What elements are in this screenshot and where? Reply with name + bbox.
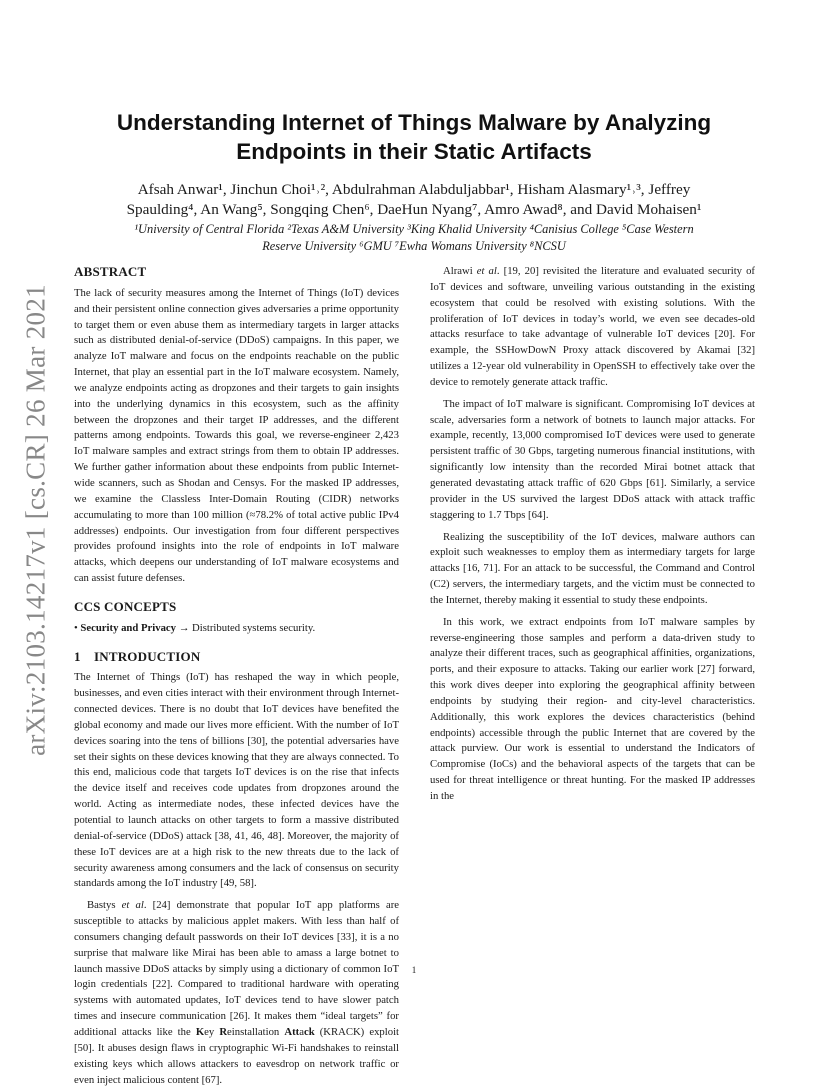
intro-paragraph-6: In this work, we extract endpoints from IoT malware samples by reverse-engineering those samples and perform a data-driven study to analyze their different traces, such as geographical affinities, organizations, ports, and their exposure to attacks. Taking our earlier work [27] forward, this work dives deeper into exploring the geographical affinity between endpoints by studying their region- and city-level characteristics. Additionally, this work explores the devices characteristics (behind endpoints) accessible through the public Internet that are covered by the attack purview. Our work is essential to understand the Indicators of Compromise (IoCs) and the behavioral aspects of the targets that can be used for threat intelligence or threat hunting. For the masked IP addresses in the xyxy=(430,615,755,802)
paper-title xyxy=(74,108,754,166)
intro-heading xyxy=(74,649,399,665)
affiliations-line1: ¹University of Central Florida ²Texas A&M University ³King Khalid University ⁴Canisius College ⁵Case Western xyxy=(134,222,694,236)
abstract-heading: ABSTRACT xyxy=(74,264,147,279)
intro-paragraph-5: Realizing the susceptibility of the IoT devices, malware authors can exploit such weaknesses to employ them as intermediary targets for large attacks [16, 71]. For an attack to be successful, the Command and Control (C2) servers, the intermediary targets, and the victim must be connected to the Internet, thereby making it essential to study these endpoints. xyxy=(430,530,755,606)
arrow-icon: → xyxy=(178,621,190,634)
author-list xyxy=(74,180,754,220)
section-title: INTRODUCTION xyxy=(94,648,201,664)
arxiv-identifier-text: arXiv:2103.14217v1 [cs.CR] 26 Mar 2021 xyxy=(20,284,51,756)
arxiv-identifier xyxy=(14,280,58,760)
paper-title-line2: Endpoints in their Static Artifacts xyxy=(236,139,592,164)
ccs-concept xyxy=(74,621,399,637)
intro-paragraph-3: Alrawi et al. [19, 20] revisited the literature and evaluated security of IoT devices and software, unveiling various outstanding in the existing ecosystem that could be resolved with existing solutions. With the proliferation of IoT devices in today’s world, we even see decades-old attacks resurface to take advantage of vulnerable IoT devices [20]. For example, the SSHowDowN Proxy attack discovered by Akamai [32] utilizes a 12-year old vulnerability in OpenSSH to effectively take over the device to remotely generate attack traffic. xyxy=(430,265,755,388)
right-column xyxy=(430,264,755,805)
abstract-text: The lack of security measures among the Internet of Things (IoT) devices and their persistent online connection gives adversaries a prime opportunity to target them or even abuse them as intermediary targets in larger attacks such as distributed denial-of-service (DDoS) campaigns. In this paper, we analyze IoT malware and focus on the endpoints reachable on the public Internet, that play an essential part in the IoT malware ecosystem. Namely, we analyze endpoints acting as dropzones and their targets to gain insights into the underlying dynamics in this ecosystem, such as the affinity between the dropzones and their target IP addresses, and the different patterns among endpoints. Towards this goal, we reverse-engineer 2,423 IoT malware samples and extract strings from them to obtain IP addresses. We further gather information about these endpoints from public Internet-wide scanners, such as Shodan and Censys. For the masked IP addresses, we examine the Classless Inter-Domain Routing (CIDR) networks accumulating to more than 100 million (≈78.2% of total active public IPv4 addresses) endpoints. Our investigation from four different perspectives provides profound insights into the role of endpoints in IoT malware attacks, which deepens our understanding of IoT malware ecosystems and can assist future defenses. xyxy=(74,286,399,585)
intro-paragraph-1: The Internet of Things (IoT) has reshaped the way in which people, businesses, and even cities interact with their environment through Internet-connected devices. There is no doubt that IoT devices have benefited the global economy and made our lives more efficient. With the number of IoT devices soaring into the tens of billions [30], the potential adversaries have set their sights on these devices knowing that they are always connected. To this end, malicious code that targets IoT devices is on the rise that infects the device itself and receives code updates from dropzones around the world. Acting as intermediate nodes, these infected devices have the potential to launch attacks on other targets to form a massive distributed denial-of-service (DDoS) attack [38, 41, 46, 48]. Moreover, the majority of these IoT devices are at a high risk to the new threats due to the lack of security awareness among consumers and the lack of consensus on security standards among the IoT industry [49, 58]. xyxy=(74,671,399,890)
intro-paragraph-2: Bastys et al. [24] demonstrate that popular IoT app platforms are susceptible to attacks by malicious applet makers. With less than half of consumers changing default passwords on their IoT devices [33], it is a no surprise that malware like Mirai has been able to amass a large botnet to launch massive DDoS attacks by simply using a dictionary of common IoT login credentials [22]. Compared to traditional hardware with operating systems with automated updates, IoT devices tend to have slower patch times and insecure communication [26]. It makes them “ideal targets” for additional attacks like the Key Reinstallation Attack (KRACK) exploit [50]. It abuses design flaws in cryptographic Wi-Fi handshakes to reinstall existing keys which allows attackers to eavesdrop on network traffic or even inject malicious content [67]. xyxy=(74,899,400,1086)
ccs-category: Security and Privacy xyxy=(80,621,177,634)
ccs-subcategory: Distributed systems security. xyxy=(192,621,316,634)
page-number: 1 xyxy=(411,965,417,975)
ccs-bullet: • xyxy=(74,621,78,634)
affiliation-list xyxy=(74,221,754,254)
section-number: 1 xyxy=(74,648,81,664)
intro-paragraph-4: The impact of IoT malware is significant. Compromising IoT devices at scale, adversaries form a network of botnets to launch major attacks. For example, recently, 13,000 compromised IoT devices were used to generate persistent traffic of 30 Gbps, targeting numerous financial institutions, with significantly low intensity than the recorded Mirai botnet attack that generated devastating attack traffic of 620 Gbps [61]. Similarly, a service provider in the US survived the largest DDoS attack with attack traffic staggering to 1.7 Tbps [64]. xyxy=(430,397,755,521)
authors-line2: Spaulding⁴, An Wang⁵, Songqing Chen⁶, DaeHun Nyang⁷, Amro Awad⁸, and David Mohaisen¹ xyxy=(126,201,702,218)
ccs-heading: CCS CONCEPTS xyxy=(74,598,177,614)
paper-title-line1: Understanding Internet of Things Malware by Analyzing xyxy=(116,110,712,135)
authors-line1: Afsah Anwar¹, Jinchun Choi¹˒², Abdulrahman Alabduljabbar¹, Hisham Alasmary¹˒³, Jeffrey xyxy=(137,181,691,198)
affiliations-line2: Reserve University ⁶GMU ⁷Ewha Womans University ⁸NCSU xyxy=(262,238,566,253)
